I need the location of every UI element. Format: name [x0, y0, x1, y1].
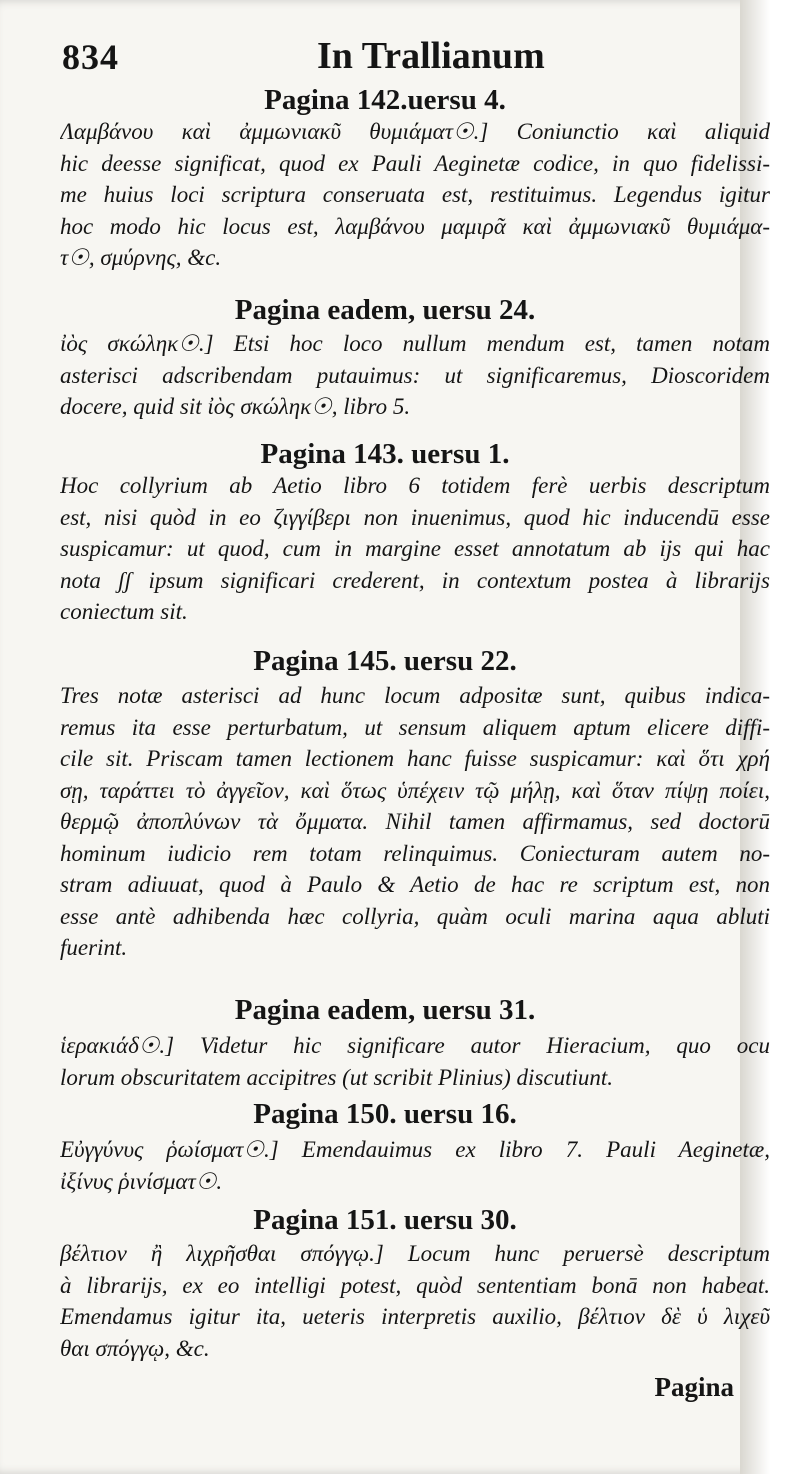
section-text: [60, 680, 770, 964]
text-line: ἱερακιάδ☉.] Videtur hic significare autor Hieracium, quo ocu: [60, 1033, 770, 1058]
section-text: [60, 470, 770, 628]
text-line: hoc modo hic locus est, λαμβάνου μαμιρᾶ καὶ ἀμμωνιακῦ θυμιάμα-: [60, 213, 770, 239]
section-heading: Pagina 143. uersu 1.: [260, 438, 510, 470]
text-line: hic deesse significat, quod ex Pauli Aeginetæ codice, in quo fidelissi-: [60, 150, 770, 176]
section-heading: Pagina 150. uersu 16.: [253, 1098, 517, 1130]
section-text: [60, 116, 770, 274]
text-line: ἰξίνυς ῥινίσματ☉.: [60, 1168, 223, 1194]
text-line: est, nisi quòd in eo ζιγγίβερι non inuenimus, quod hic inducendū esse: [60, 504, 770, 530]
text-line: docere, quid sit ἰὸς σκώληκ☉, libro 5.: [60, 394, 411, 419]
text-line: remus ita esse perturbatum, ut sensum aliquem aptum elicere diffi-: [60, 714, 770, 740]
text-line: βέλτιον ἢ λιχρῆσθαι σπόγγῳ.] Locum hunc peruersè descriptum: [60, 1241, 770, 1266]
page-number: 834: [62, 37, 119, 77]
running-title: In Trallianum: [317, 35, 545, 77]
section-heading: Pagina 145. uersu 22.: [253, 645, 517, 677]
text-line: esse antè adhibenda hæc collyria, quàm oculi marina aqua abluti: [60, 903, 770, 929]
text-line: stram adiuuat, quod à Paulo & Aetio de hac re scriptum est, non: [60, 872, 770, 897]
text-line: τ☉, σμύρνης, &c.: [60, 245, 222, 270]
text-line: coniectum sit.: [60, 599, 188, 624]
text-line: fuerint.: [60, 935, 128, 960]
section-heading: Pagina 142.uersu 4.: [264, 84, 506, 116]
text-line: nota ʃʃ ipsum significari crederent, in contextum postea à librarijs: [60, 567, 770, 593]
text-line: θερμῷ ἀποπλύνων τὰ ὄμματα. Nihil tamen affirmamus, sed doctorū: [60, 809, 770, 834]
text-line: à librarijs, ex eo intelligi potest, quòd sententiam bonā non habeat.: [60, 1272, 770, 1298]
section-heading: Pagina eadem, uersu 31.: [234, 994, 536, 1026]
text-line: suspicamur: ut quod, cum in margine esset annotatum ab ijs qui hac: [60, 536, 770, 561]
text-line: cile sit. Priscam tamen lectionem hanc fuisse suspicamur: καὶ ὅτι χρή: [60, 746, 770, 771]
text-line: asterisci adscribendam putauimus: ut significaremus, Dioscoridem: [60, 362, 770, 388]
text-line: σῃ, ταράττει τὸ ἀγγεῖον, καὶ ὅτως ὑπέχειν τῷ μήλῃ, καὶ ὅταν πίψῃ ποίει,: [60, 777, 770, 803]
text-line: Λαμβάνου καὶ ἀμμωνιακῦ θυμιάματ☉.] Coniunctio καὶ aliquid: [60, 119, 770, 144]
section-heading: Pagina 151. uersu 30.: [253, 1204, 517, 1236]
text-line: hominum iudicio rem totam relinquimus. Coniecturam autem no-: [60, 840, 770, 866]
text-line: Tres notæ asterisci ad hunc locum adpositæ sunt, quibus indica-: [60, 683, 770, 708]
text-line: Hoc collyrium ab Aetio libro 6 totidem ferè uerbis descriptum: [60, 473, 770, 498]
section-text: [60, 1030, 770, 1093]
text-line: ἰὸς σκώληκ☉.] Etsi hoc loco nullum mendum est, tamen notam: [60, 331, 770, 356]
catchword: Pagina: [654, 1372, 734, 1402]
running-head: [62, 30, 770, 80]
text-line: Emendamus igitur ita, ueteris interpretis auxilio, βέλτιον δὲ ὑ λιχεῦ: [60, 1304, 770, 1329]
text-line: θαι σπόγγῳ, &c.: [60, 1335, 210, 1361]
text-line: lorum obscuritatem accipitres (ut scribit Plinius) discutiunt.: [60, 1064, 614, 1090]
text-line: Εὐγγύνυς ῥωίσματ☉.] Emendauimus ex libro 7. Pauli Aeginetæ,: [60, 1137, 770, 1162]
section-text: [60, 1238, 770, 1364]
section-heading: Pagina eadem, uersu 24.: [234, 294, 536, 326]
section-text: [60, 328, 770, 423]
text-line: me huius loci scriptura conseruata est, restituimus. Legendus igitur: [60, 182, 770, 207]
section-text: [60, 1134, 770, 1197]
